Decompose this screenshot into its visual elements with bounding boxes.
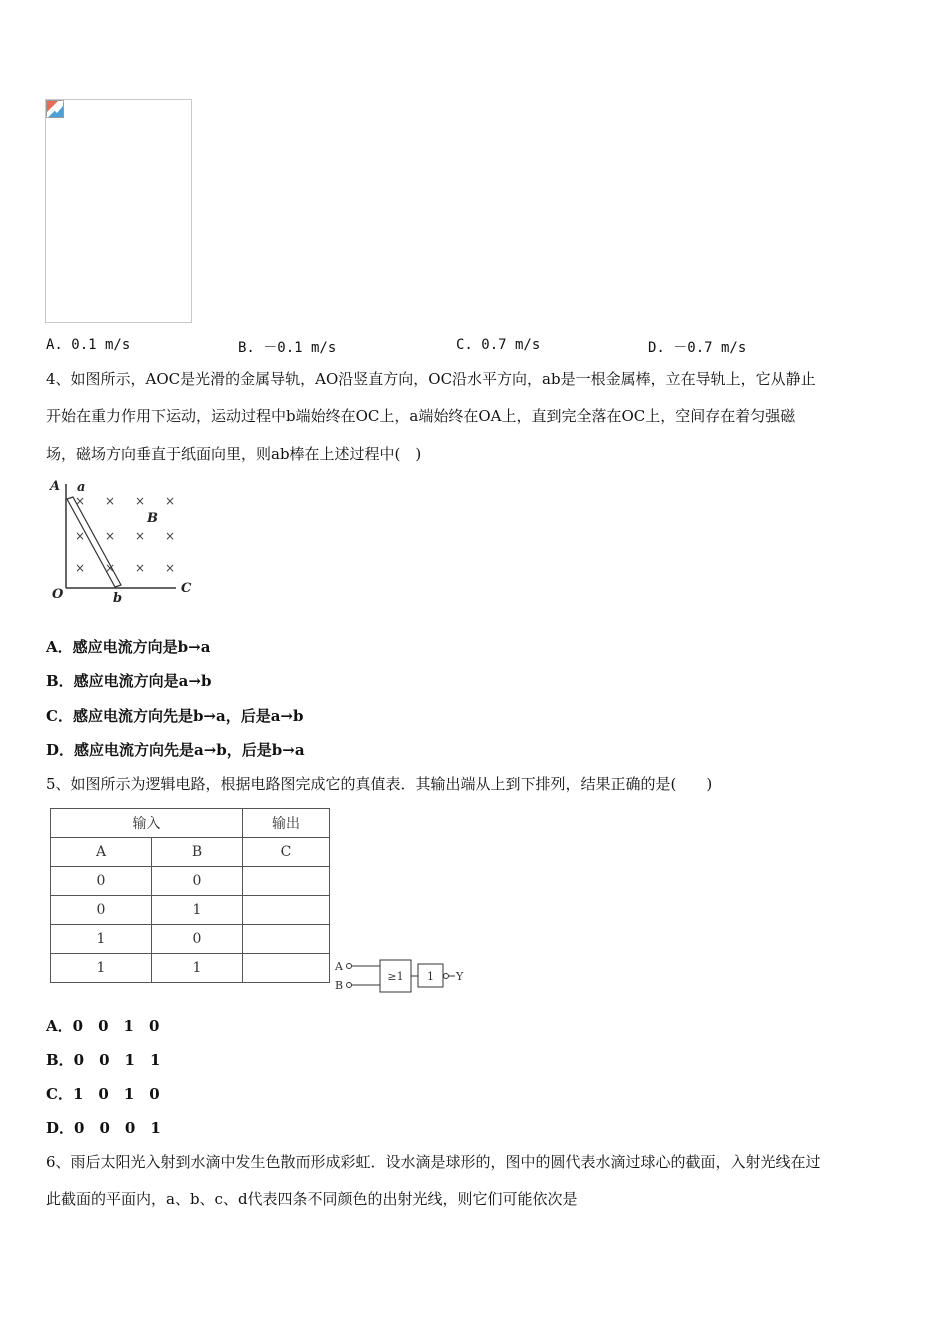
or-gate-label: ≥1 [387, 970, 404, 983]
q4-option-d: D．感应电流方向先是a→b，后是b→a [46, 741, 305, 759]
output-y-label: Y [456, 970, 464, 983]
table-row [51, 896, 330, 925]
col-b-header: B [152, 838, 243, 867]
svg-text:×: × [164, 561, 176, 575]
q3-option-d: D. －0.7 m/s [648, 340, 747, 356]
label-O: O [52, 587, 64, 602]
broken-image-icon [46, 100, 64, 118]
input-a-label: A [335, 960, 343, 973]
logic-circuit [334, 955, 474, 997]
q3-option-a: A. 0.1 m/s [46, 337, 131, 353]
cell [243, 867, 330, 896]
svg-text:×: × [134, 494, 146, 508]
output-header: 输出 [243, 809, 330, 838]
missing-figure-placeholder [45, 99, 192, 323]
cell: 1 [152, 896, 243, 925]
cell: 1 [152, 954, 243, 983]
q6-stem-line1: 6、雨后太阳光入射到水滴中发生色散而形成彩虹．设水滴是球形的，图中的圆代表水滴过球心的截面，入射光线在过 [46, 1153, 821, 1171]
svg-text:×: × [74, 561, 86, 575]
col-a-header: A [51, 838, 152, 867]
label-C: C [181, 581, 192, 596]
cell: 0 [152, 925, 243, 954]
cell: 1 [51, 954, 152, 983]
svg-text:×: × [134, 529, 146, 543]
input-b-label: B [335, 979, 344, 992]
label-B: B [147, 511, 158, 526]
not-gate-label: 1 [427, 970, 434, 983]
q4-option-b: B．感应电流方向是a→b [46, 672, 212, 690]
svg-text:×: × [104, 494, 116, 508]
q4-stem-line2: 开始在重力作用下运动，运动过程中b端始终在OC上，a端始终在OA上，直到完全落在OC上，空间存在着匀强磁 [46, 407, 796, 425]
table-row [51, 867, 330, 896]
col-c-header: C [243, 838, 330, 867]
table-row [51, 954, 330, 983]
svg-text:×: × [164, 494, 176, 508]
svg-text:×: × [164, 529, 176, 543]
q4-stem-line1: 4、如图所示，AOC是光滑的金属导轨，AO沿竖直方向，OC沿水平方向，ab是一根金属棒，立在导轨上，它从静止 [46, 370, 816, 388]
q5-option-c: C．1 0 1 0 [46, 1085, 160, 1103]
q4-rail-figure [44, 474, 204, 606]
cell: 1 [51, 925, 152, 954]
cell [243, 925, 330, 954]
label-b: b [113, 591, 123, 606]
cell: 0 [51, 867, 152, 896]
q5-option-b: B．0 0 1 1 [46, 1051, 161, 1069]
svg-text:×: × [74, 494, 86, 508]
q3-option-c: C. 0.7 m/s [456, 337, 541, 353]
cell [243, 896, 330, 925]
svg-text:×: × [104, 561, 116, 575]
cell [243, 954, 330, 983]
label-a: a [77, 480, 86, 495]
svg-text:×: × [134, 561, 146, 575]
svg-text:×: × [74, 529, 86, 543]
q4-option-c: C．感应电流方向先是b→a，后是a→b [46, 707, 304, 725]
q4-option-a: A．感应电流方向是b→a [46, 638, 211, 656]
cell: 0 [51, 896, 152, 925]
q5-stem: 5、如图所示为逻辑电路，根据电路图完成它的真值表．其输出端从上到下排列，结果正确的是( ) [46, 775, 713, 793]
label-A: A [50, 479, 61, 494]
q6-stem-line2: 此截面的平面内，a、b、c、d代表四条不同颜色的出射光线，则它们可能依次是 [46, 1190, 578, 1208]
q5-option-d: D．0 0 0 1 [46, 1119, 161, 1137]
table-row [51, 925, 330, 954]
cell: 0 [152, 867, 243, 896]
svg-text:×: × [104, 529, 116, 543]
q5-option-a: A．0 0 1 0 [46, 1017, 160, 1035]
truth-table [50, 808, 330, 983]
q4-stem-line3: 场，磁场方向垂直于纸面向里，则ab棒在上述过程中( ) [46, 445, 422, 463]
q3-option-b: B. －0.1 m/s [238, 340, 337, 356]
input-header: 输入 [51, 809, 243, 838]
